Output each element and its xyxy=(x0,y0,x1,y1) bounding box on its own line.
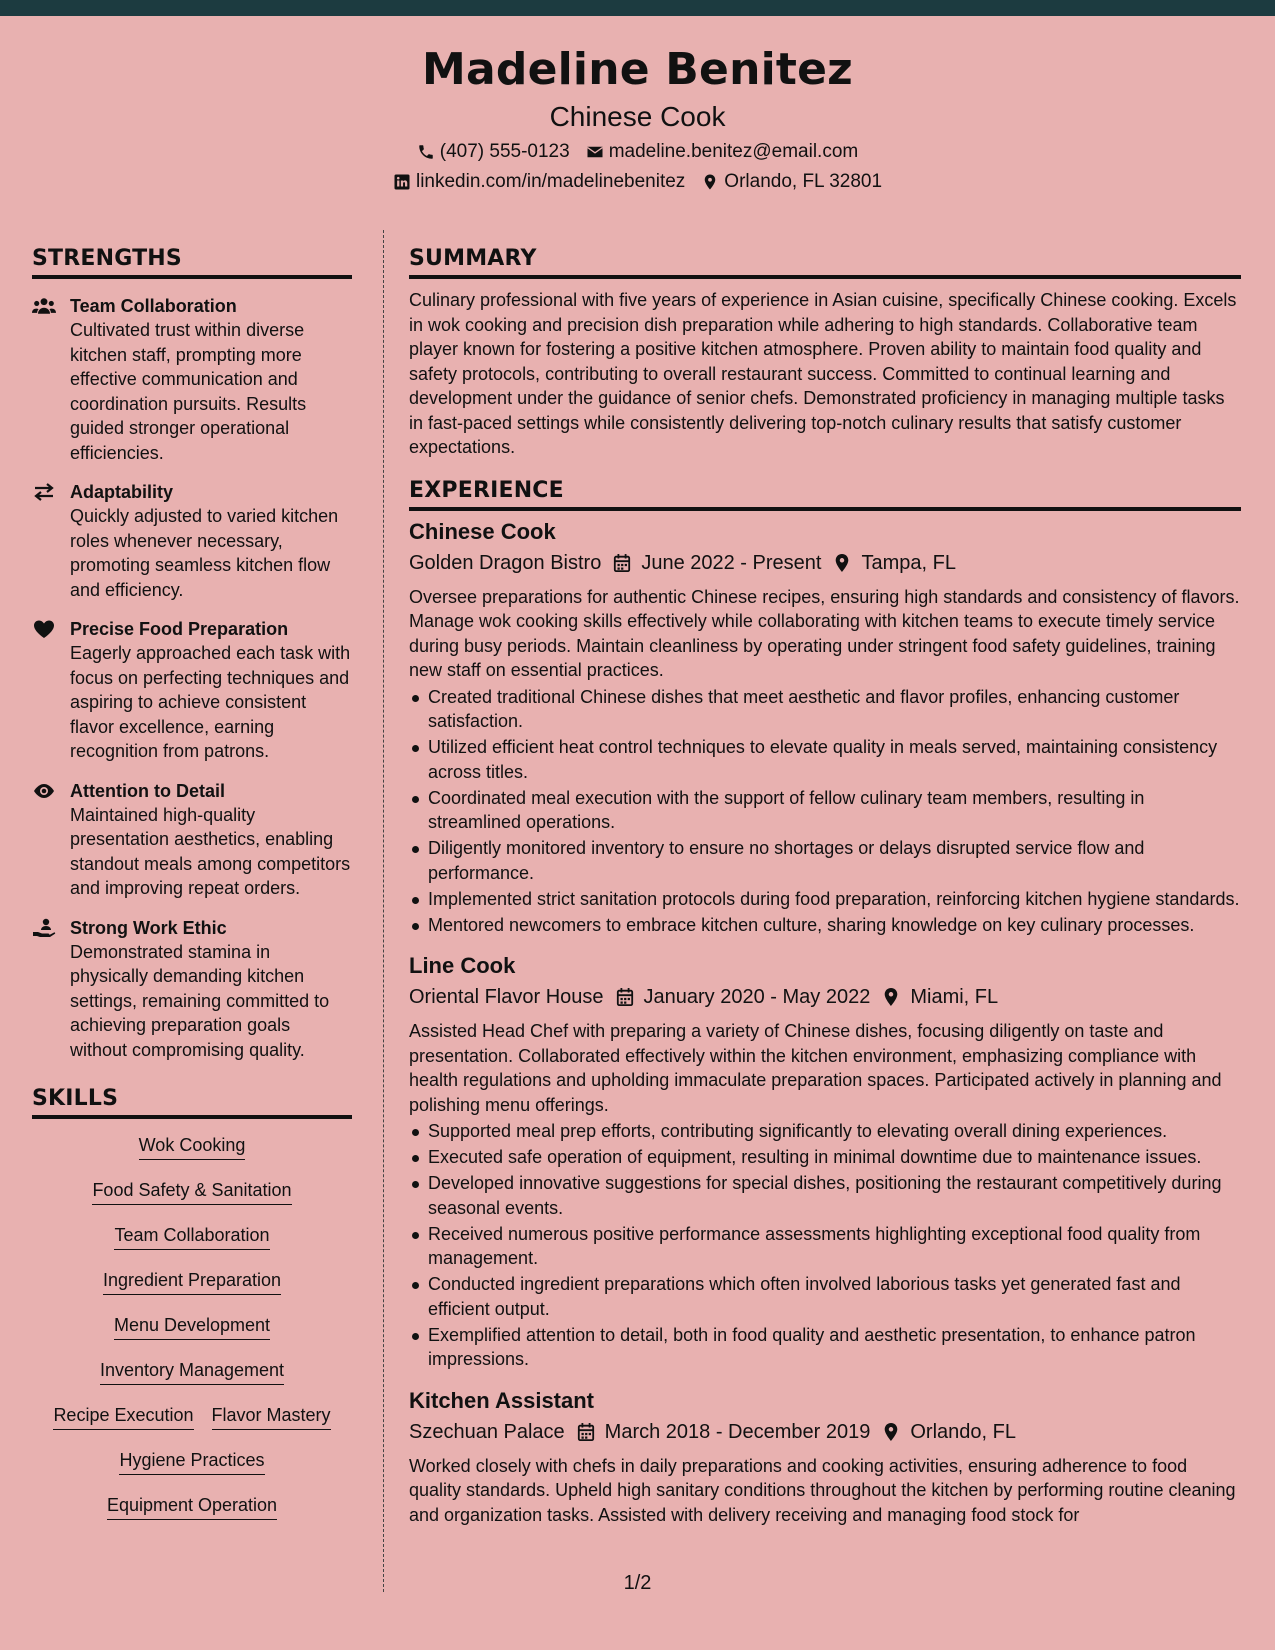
map-pin-icon xyxy=(833,553,851,573)
company-name: Szechuan Palace xyxy=(409,1420,565,1443)
column-divider xyxy=(383,230,384,1592)
skill-tag: Menu Development xyxy=(114,1313,270,1340)
envelope-icon xyxy=(586,143,604,161)
strength-description: Maintained high-quality presentation aesthetics, enabling standout meals among competitors and improving repeat orders. xyxy=(70,804,351,898)
job-bullet: Executed safe operation of equipment, resulting in minimal downtime due to maintenance issues. xyxy=(409,1145,1241,1170)
job-dates: January 2020 - May 2022 xyxy=(643,986,871,1008)
contact-row-1 xyxy=(0,141,1275,163)
email-link[interactable]: madeline.benitez@email.com xyxy=(608,141,859,162)
skill-tag: Hygiene Practices xyxy=(119,1448,264,1475)
map-pin-icon xyxy=(882,1422,900,1442)
page-number: 1/2 xyxy=(623,1572,652,1594)
job-bullet: Conducted ingredient preparations which often involved laborious tasks yet generated fast and efficient output. xyxy=(409,1272,1241,1321)
map-pin-icon xyxy=(882,987,900,1007)
job-bullet: Created traditional Chinese dishes that meet aesthetic and flavor profiles, enhancing customer satisfaction. xyxy=(409,685,1241,734)
top-accent-bar xyxy=(0,0,1275,16)
job-bullet: Diligently monitored inventory to ensure no shortages or delays disrupted service flow and performance. xyxy=(409,836,1241,885)
skill-tag: Wok Cooking xyxy=(139,1133,246,1160)
candidate-name: Madeline Benitez xyxy=(422,44,853,95)
skills-heading: SKILLS xyxy=(32,1086,352,1119)
job-entry xyxy=(409,951,1241,1372)
job-location: Orlando, FL xyxy=(910,1420,1016,1443)
calendar-icon xyxy=(613,553,631,573)
job-location: Tampa, FL xyxy=(861,551,956,574)
skill-tag: Recipe Execution xyxy=(53,1403,193,1430)
eye-icon xyxy=(32,781,56,801)
job-entry xyxy=(409,1386,1241,1528)
job-bullet: Supported meal prep efforts, contributing significantly to elevating overall dining experiences. xyxy=(409,1119,1241,1144)
strength-item xyxy=(32,916,352,1063)
job-description: Assisted Head Chef with preparing a variety of Chinese dishes, focusing diligently on taste and presentation. Collaborated effectively within the kitchen environment, emphasizing compliance with health regulations and upholding immaculate preparation spaces. Participated actively in planning and polishing menu offerings. xyxy=(409,1021,1222,1115)
strength-description: Quickly adjusted to varied kitchen roles whenever necessary, promoting seamless kitchen flow and efficiency. xyxy=(70,506,339,600)
phone-number: (407) 555-0123 xyxy=(439,141,570,162)
users-icon xyxy=(32,296,56,316)
job-location: Miami, FL xyxy=(910,986,999,1008)
summary-text: Culinary professional with five years of experience in Asian cuisine, specifically Chinese cooking. Excels in wok cooking and precision dish preparation while adhering to high standards. Collaborative team player known for fostering a positive kitchen atmosphere. Proven ability to maintain food quality and safety protocols, contributing to overall restaurant success. Committed to continual learning and development under the guidance of senior chefs. Demonstrated proficiency in managing multiple tasks in fast-paced settings while consistently delivering top-notch culinary results that satisfy customer expectations. xyxy=(409,290,1237,457)
summary-heading: SUMMARY xyxy=(409,246,1241,279)
strength-description: Cultivated trust within diverse kitchen staff, prompting more effective communication and coordination pursuits. Results guided stronger operational efficiencies. xyxy=(70,320,307,463)
experience-heading: EXPERIENCE xyxy=(409,478,1241,511)
strength-item xyxy=(32,294,352,465)
strength-name: Strong Work Ethic xyxy=(70,917,227,938)
left-column xyxy=(32,246,352,1538)
job-title: Kitchen Assistant xyxy=(409,1387,595,1413)
skill-tag: Team Collaboration xyxy=(114,1223,269,1250)
arrows-exchange-icon xyxy=(32,482,56,502)
location-contact xyxy=(701,171,882,193)
strength-item xyxy=(32,617,352,764)
job-bullet: Mentored newcomers to embrace kitchen culture, sharing knowledge on key culinary processes. xyxy=(409,913,1241,938)
heart-icon xyxy=(32,619,56,639)
calendar-icon xyxy=(616,987,634,1007)
candidate-title: Chinese Cook xyxy=(549,101,726,132)
strength-name: Attention to Detail xyxy=(70,780,225,801)
skill-tag: Equipment Operation xyxy=(107,1493,277,1520)
job-description: Worked closely with chefs in daily preparations and cooking activities, ensuring adherence to food quality standards. Upheld high sanitary conditions throughout the kitchen by performing routine cleaning and organization tasks. Assisted with delivery receiving and managing food stock for xyxy=(409,1455,1236,1525)
job-dates: March 2018 - December 2019 xyxy=(604,1420,871,1443)
email-contact xyxy=(586,141,859,163)
company-name: Golden Dragon Bistro xyxy=(409,551,602,574)
job-dates: June 2022 - Present xyxy=(641,551,822,574)
job-bullet: Developed innovative suggestions for special dishes, positioning the restaurant competitively during seasonal events. xyxy=(409,1171,1241,1220)
company-name: Oriental Flavor House xyxy=(409,986,604,1008)
job-bullet: Coordinated meal execution with the support of fellow culinary team members, resulting in streamlined operations. xyxy=(409,786,1241,835)
strength-name: Precise Food Preparation xyxy=(70,619,289,639)
strength-description: Eagerly approached each task with focus on perfecting techniques and aspiring to achieve consistent flavor excellence, earning recognition from patrons. xyxy=(70,643,351,761)
job-bullet: Implemented strict sanitation protocols during food preparation, reinforcing kitchen hygiene standards. xyxy=(409,887,1241,912)
strength-item xyxy=(32,779,352,901)
strength-name: Adaptability xyxy=(70,482,174,502)
job-bullet: Received numerous positive performance assessments highlighting exceptional food quality from management. xyxy=(409,1222,1241,1271)
strength-item xyxy=(32,480,352,602)
skill-tag: Inventory Management xyxy=(100,1358,284,1385)
job-entry xyxy=(409,517,1241,938)
job-bullet: Exemplified attention to detail, both in food quality and aesthetic presentation, to enhance patron impressions. xyxy=(409,1323,1241,1372)
contact-row-2 xyxy=(0,171,1275,193)
strength-name: Team Collaboration xyxy=(70,296,237,316)
linkedin-icon xyxy=(393,173,411,191)
phone-contact xyxy=(417,141,570,163)
job-description: Oversee preparations for authentic Chinese recipes, ensuring high standards and consistency of flavors. Manage wok cooking skills effectively while collaborating with kitchen teams to execute timely service during busy periods. Maintain cleanliness by operating under stringent food safety guidelines, training new staff on essential practices. xyxy=(409,586,1240,680)
right-column xyxy=(409,246,1241,1527)
strengths-heading: STRENGTHS xyxy=(32,246,352,279)
resume-header xyxy=(0,16,1275,204)
skills-list xyxy=(32,1133,352,1538)
strength-description: Demonstrated stamina in physically demanding kitchen settings, remaining committed to achieving preparation goals without compromising quality. xyxy=(70,941,330,1060)
linkedin-link[interactable]: linkedin.com/in/madelinebenitez xyxy=(415,171,686,192)
job-title: Chinese Cook xyxy=(409,518,556,544)
skill-tag: Ingredient Preparation xyxy=(103,1268,281,1295)
location-text: Orlando, FL 32801 xyxy=(724,171,883,192)
phone-icon xyxy=(417,143,435,161)
skill-tag: Food Safety & Sanitation xyxy=(92,1178,291,1205)
job-bullet: Utilized efficient heat control techniques to elevate quality in meals served, maintaining consistency across titles. xyxy=(409,735,1241,784)
calendar-icon xyxy=(577,1422,595,1442)
map-pin-icon xyxy=(701,173,719,191)
linkedin-contact xyxy=(393,171,685,193)
job-title: Line Cook xyxy=(409,953,516,978)
skill-tag: Flavor Mastery xyxy=(212,1403,331,1430)
hand-holding-person-icon xyxy=(32,918,56,938)
